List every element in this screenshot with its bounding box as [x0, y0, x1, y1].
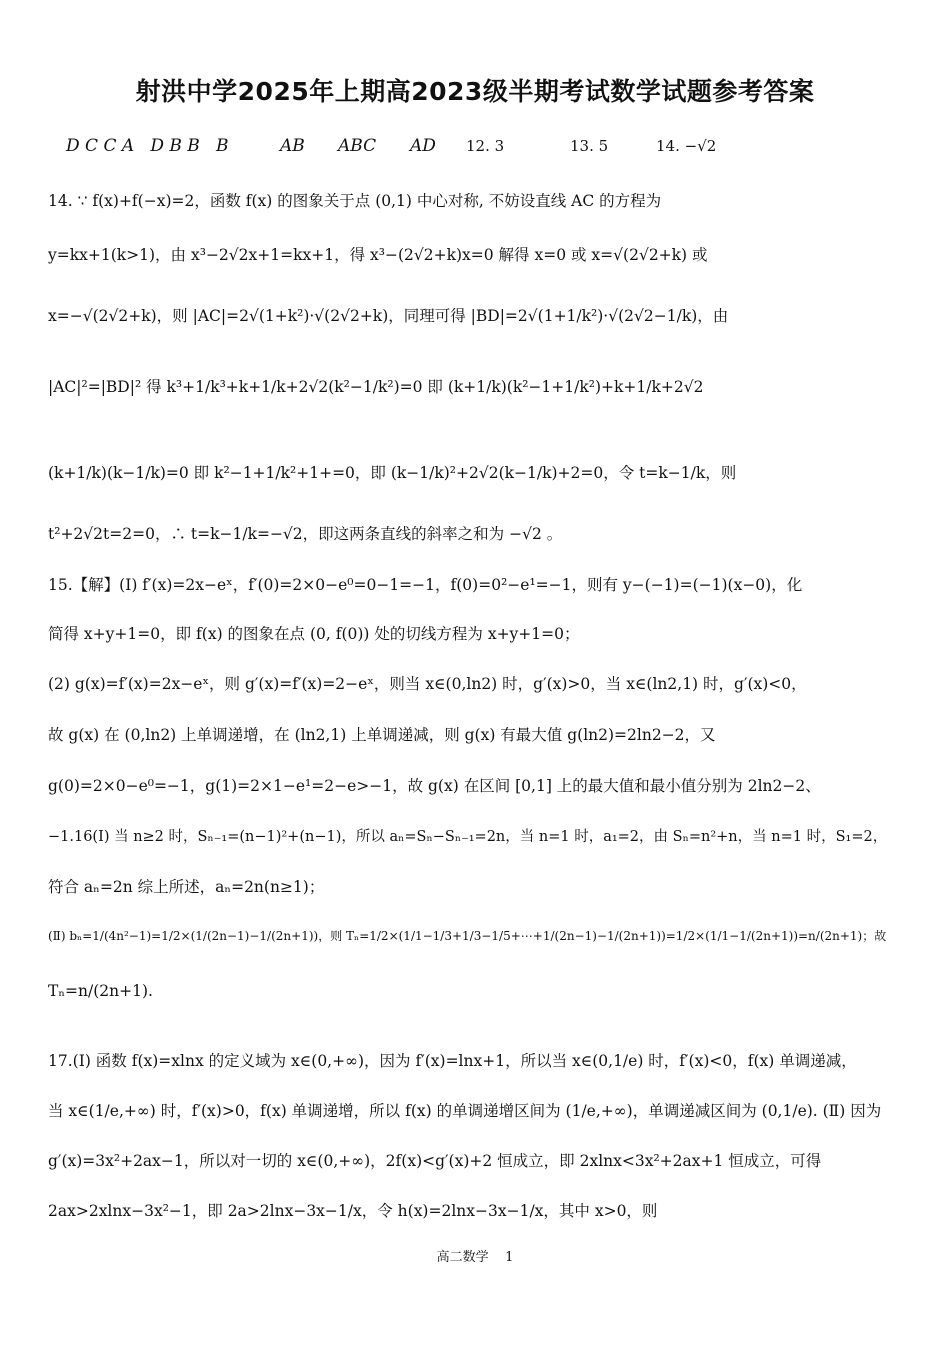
text-line: t²+2√2t=2=0，∴ t=k−1/k=−√2，即这两条直线的斜率之和为 −√2 。	[48, 525, 563, 543]
page-title: 射洪中学2025年上期高2023级半期考试数学试题参考答案	[135, 77, 815, 106]
text-line: (Ⅱ) bₙ=1/(4n²−1)=1/2×(1/(2n−1)−1/(2n+1))，则 Tₙ=1/2×(1/1−1/3+1/3−1/5+⋯+1/(2n−1)−1/(2n+1))=1/2×(1/1−1/(2n+1))=n/(2n+1)；故	[48, 929, 887, 943]
q12-answer: 12. 3	[466, 137, 505, 155]
text-line: 符合 aₙ=2n 综上所述，aₙ=2n(n≥1)；	[48, 878, 325, 896]
text-line: 简得 x+y+1=0，即 f(x) 的图象在点 (0, f(0)) 处的切线方程为 x+y+1=0；	[48, 625, 580, 643]
text-line: Tₙ=n/(2n+1).	[48, 982, 153, 1000]
text-line: (k+1/k)(k−1/k)=0 即 k²−1+1/k²+1+=0，即 (k−1/k)²+2√2(k−1/k)+2=0，令 t=k−1/k，则	[48, 464, 737, 482]
q13-answer: 13. 5	[570, 137, 609, 155]
text-line: 15.【解】(Ⅰ) f′(x)=2x−eˣ，f′(0)=2×0−e⁰=0−1=−1，f(0)=0²−e¹=−1，则有 y−(−1)=(−1)(x−0)，化	[48, 576, 803, 594]
text-line: g(0)=2×0−e⁰=−1，g(1)=2×1−e¹=2−e>−1，故 g(x) 在区间 [0,1] 上的最大值和最小值分别为 2ln2−2、	[48, 777, 821, 795]
q10-answer: ABC	[338, 136, 377, 156]
text-line: 当 x∈(1/e,+∞) 时，f′(x)>0，f(x) 单调递增，所以 f(x) 的单调递增区间为 (1/e,+∞)，单调递减区间为 (0,1/e). (Ⅱ) 因为	[48, 1102, 882, 1120]
text-line: g′(x)=3x²+2ax−1，所以对一切的 x∈(0,+∞)，2f(x)<g′(x)+2 恒成立，即 2xlnx<3x²+2ax+1 恒成立，可得	[48, 1152, 822, 1170]
page-footer: 高二数学 1	[436, 1250, 514, 1265]
text-line: (2) g(x)=f′(x)=2x−eˣ，则 g′(x)=f′(x)=2−eˣ，则当 x∈(0,ln2) 时，g′(x)>0，当 x∈(ln2,1) 时，g′(x)<0，	[48, 675, 807, 693]
q9-answer: AB	[280, 136, 305, 156]
text-line: y=kx+1(k>1)，由 x³−2√2x+1=kx+1，得 x³−(2√2+k)x=0 解得 x=0 或 x=√(2√2+k) 或	[48, 246, 708, 264]
q11-answer: AD	[410, 136, 436, 156]
text-line: 故 g(x) 在 (0,ln2) 上单调递增，在 (ln2,1) 上单调递减，则 g(x) 有最大值 g(ln2)=2ln2−2，又	[48, 726, 716, 744]
answer-key-row	[66, 136, 906, 156]
text-line: 2ax>2xlnx−3x²−1，即 2a>2lnx−3x−1/x，令 h(x)=2lnx−3x−1/x，其中 x>0，则	[48, 1202, 658, 1220]
text-line: |AC|²=|BD|² 得 k³+1/k³+k+1/k+2√2(k²−1/k²)=0 即 (k+1/k)(k²−1+1/k²)+k+1/k+2√2	[48, 378, 704, 396]
text-line: x=−√(2√2+k)，则 |AC|=2√(1+k²)·√(2√2+k)，同理可得 |BD|=2√(1+1/k²)·√(2√2−1/k)，由	[48, 307, 729, 325]
mc-answers: D C C A D B B B	[66, 136, 229, 156]
text-line: 17.(Ⅰ) 函数 f(x)=xlnx 的定义域为 x∈(0,+∞)，因为 f′(x)=lnx+1，所以当 x∈(0,1/e) 时，f′(x)<0，f(x) 单调递减，	[48, 1052, 857, 1070]
text-line: 14. ∵ f(x)+f(−x)=2，函数 f(x) 的图象关于点 (0,1) 中心对称, 不妨设直线 AC 的方程为	[48, 192, 662, 210]
text-line: −1.16(Ⅰ) 当 n≥2 时，Sₙ₋₁=(n−1)²+(n−1)，所以 aₙ=Sₙ−Sₙ₋₁=2n，当 n=1 时，a₁=2，由 Sₙ=n²+n，当 n=1 时，S₁=2，	[48, 829, 888, 845]
q14-answer: 14. −√2	[656, 137, 717, 155]
